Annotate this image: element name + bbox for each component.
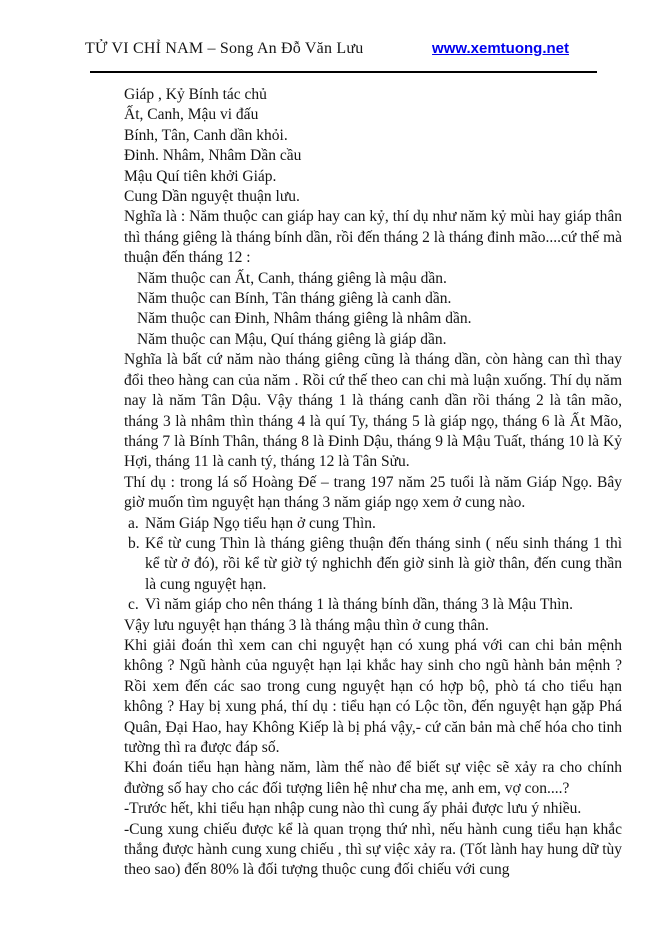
paragraph-meaning-intro: Nghĩa là : Năm thuộc can giáp hay can kỷ, thí dụ như năm kỷ mùi hay giáp thân thì tháng giêng là tháng bính dần, rồi đến tháng 2 là tháng đinh mão....cứ thế mà thuận đến tháng 12 :: [124, 208, 622, 267]
list-item-c: [124, 595, 622, 615]
month-rule-line: Năm thuộc can Ất, Canh, tháng giêng là mậu dần.: [137, 269, 447, 287]
month-rule-line: Năm thuộc can Bính, Tân tháng giêng là canh dần.: [137, 290, 452, 308]
paragraph-interpretation: Khi giải đoán thì xem can chi nguyệt hạn có xung phá với can chi bản mệnh không ? Ngũ hành của nguyệt hạn lại khắc hay sinh cho ngũ hành bản mệnh ? Rồi xem đến các sao trong cung nguyệt hạn có hợp bộ, phò tá cho tiểu hạn không ? Hay bị xung phá, thí dụ : tiểu hạn có Lộc tồn, đến nguyệt hạn gặp Phá Quân, Đại Hao, hay Không Kiếp là bị phá vậy,- cứ căn bản mà chế hóa cho tinh tường thì ra được đáp số.: [124, 636, 622, 756]
verse-line: Ất, Canh, Mậu vi đấu: [124, 106, 259, 124]
list-item-marker: b.: [128, 534, 140, 552]
verse-line: Cung Dần nguyệt thuận lưu.: [124, 188, 300, 206]
list-item-a: [124, 514, 622, 534]
list-item-text: Vì năm giáp cho nên tháng 1 là tháng bính dần, tháng 3 là Mậu Thìn.: [145, 596, 574, 614]
month-rule-line: Năm thuộc can Đinh, Nhâm tháng giêng là nhâm dần.: [137, 310, 472, 328]
list-item-marker: a.: [128, 514, 139, 532]
paragraph-note-first: -Trước hết, khi tiểu hạn nhập cung nào thì cung ấy phải được lưu ý nhiều.: [124, 800, 582, 818]
month-rule-line: Năm thuộc can Mậu, Quí tháng giêng là giáp dần.: [137, 330, 447, 348]
list-item-text: Kể từ cung Thìn là tháng giêng thuận đến tháng sinh ( nếu sinh tháng 1 thì kể từ ở đó), rồi kể từ giờ tý nghichh đến giờ sinh là giờ thân, đến cung thần là cung nguyệt hạn.: [145, 534, 622, 593]
paragraph-question: Khi đoán tiểu hạn hàng năm, làm thế nào để biết sự việc sẽ xảy ra cho chính đường số hay cho các đối tượng liên hệ như cha mẹ, anh em, vợ con....?: [124, 759, 622, 797]
verse-line: Đinh. Nhâm, Nhâm Dần cầu: [124, 147, 302, 165]
page-body: [124, 85, 622, 881]
page-header: [85, 40, 569, 58]
paragraph-note-second: -Cung xung chiếu được kể là quan trọng thứ nhì, nếu hành cung tiểu hạn khắc thắng được hành cung xung chiếu , thì sự việc xảy ra. (Tốt lành hay hung dữ tùy theo sao) đến 80% là đối tượng thuộc cung đối chiếu với cung: [124, 820, 622, 879]
verse-line: Bính, Tân, Canh dần khỏi.: [124, 126, 288, 144]
list-item-marker: c.: [128, 596, 139, 614]
paragraph-conclusion: Vậy lưu nguyệt hạn tháng 3 là tháng mậu thìn ở cung thân.: [124, 616, 489, 634]
list-item-b: [124, 534, 622, 595]
website-link[interactable]: www.xemtuong.net: [432, 40, 569, 57]
verse-line: Giáp , Kỷ Bính tác chủ: [124, 86, 267, 103]
page-header-title: TỬ VI CHỈ NAM – Song An Đỗ Văn Lưu: [85, 40, 364, 57]
verse-line: Mậu Quí tiên khởi Giáp.: [124, 167, 277, 185]
verse-block: [124, 85, 622, 207]
header-divider: [90, 71, 597, 73]
paragraph-explanation: Nghĩa là bất cứ năm nào tháng giêng cũng là tháng dần, còn hàng can thì thay đổi theo hàng can của năm . Rồi cứ thế theo can chi mà luận xuống. Thí dụ năm nay là năm Tân Dậu. Vậy tháng 1 là tháng canh dần rồi tháng 2 là tân mão, tháng 3 là nhâm thìn tháng 4 là quí Ty, tháng 5 là giáp ngọ, tháng 6 là Ất Mão, tháng 7 là Bính Thân, tháng 8 là Đinh Dậu, tháng 9 là Mậu Tuất, tháng 10 là Kỷ Hợi, tháng 11 là canh tý, tháng 12 là Tân Sửu.: [124, 351, 622, 471]
paragraph-example: Thí dụ : trong lá số Hoàng Đế – trang 197 năm 25 tuổi là năm Giáp Ngọ. Bây giờ muốn tìm nguyệt hạn tháng 3 năm giáp ngọ xem ở cung nào.: [124, 473, 622, 512]
list-item-text: Năm Giáp Ngọ tiểu hạn ở cung Thìn.: [145, 514, 376, 532]
